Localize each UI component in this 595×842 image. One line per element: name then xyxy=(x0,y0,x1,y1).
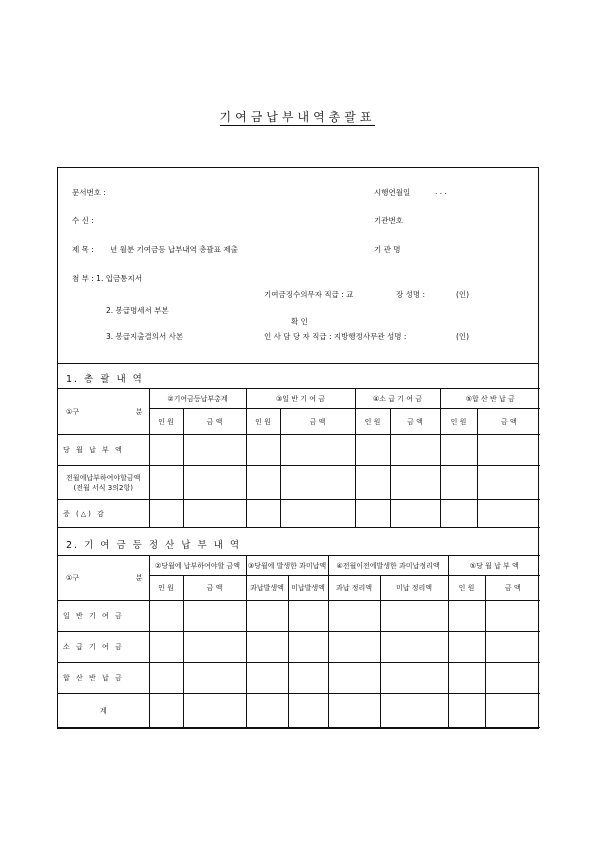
input-cell[interactable] xyxy=(246,601,288,632)
input-cell[interactable] xyxy=(380,632,448,663)
input-cell[interactable] xyxy=(380,694,448,728)
category-header: ①구 분 xyxy=(58,556,149,601)
input-cell[interactable] xyxy=(183,694,246,728)
input-cell[interactable] xyxy=(280,500,355,528)
attachment-2: 2. 봉급명세서 부본 xyxy=(106,306,169,315)
collector-name-label: 장 성명 : xyxy=(396,290,426,299)
row-label: 증 (△) 감 xyxy=(58,500,149,528)
input-cell[interactable] xyxy=(183,466,246,500)
input-cell[interactable] xyxy=(380,601,448,632)
officer-label: 인 사 담 당 자 직급 : 지방행정사무관 성명 : xyxy=(264,332,407,341)
input-cell[interactable] xyxy=(149,500,183,528)
recipient-label: 수 신 : xyxy=(72,216,94,225)
input-cell[interactable] xyxy=(328,663,380,694)
subheader-people: 인 원 xyxy=(149,409,183,435)
subheader-overpaid: 과납발생액 xyxy=(246,576,288,601)
input-cell[interactable] xyxy=(477,466,540,500)
attachment-3: 3. 봉급지출결의서 사본 xyxy=(106,332,184,341)
row-label: 소 급 기 여 금 xyxy=(58,632,149,663)
table-row xyxy=(58,632,540,663)
input-cell[interactable] xyxy=(288,601,328,632)
subheader-overpaid-settled: 과납 정리액 xyxy=(328,576,380,601)
input-cell[interactable] xyxy=(149,632,183,663)
subheader-people: 인 원 xyxy=(440,409,477,435)
input-cell[interactable] xyxy=(246,466,280,500)
subheader-people: 인 원 xyxy=(246,409,280,435)
summary-table xyxy=(58,388,540,528)
agency-name-label: 기 관 명 xyxy=(374,245,401,254)
category-header: ①구 분 xyxy=(58,389,149,435)
table-row xyxy=(58,601,540,632)
col-group-retroactive: ④소 급 기 여 금 xyxy=(355,389,440,409)
subheader-amount: 금 액 xyxy=(485,576,540,601)
input-cell[interactable] xyxy=(485,601,540,632)
input-cell[interactable] xyxy=(390,435,440,466)
date-dots: . . . xyxy=(435,187,447,196)
row-label-line2: (전월 서식 3의2항) xyxy=(73,483,133,492)
input-cell[interactable] xyxy=(390,500,440,528)
input-cell[interactable] xyxy=(246,694,288,728)
subheader-underpaid: 미납발생액 xyxy=(288,576,328,601)
col-group-due: ②당월에 납부하여야할 금액 xyxy=(149,556,246,576)
row-label-total: 계 xyxy=(58,694,149,728)
input-cell[interactable] xyxy=(355,500,390,528)
input-cell[interactable] xyxy=(246,435,280,466)
input-cell[interactable] xyxy=(183,601,246,632)
col-group-settlement: ④전월이전에발생한 과미납정리액 xyxy=(328,556,448,576)
input-cell[interactable] xyxy=(149,663,183,694)
section2-heading: 2. 기 여 금 등 정 산 납 부 내 역 xyxy=(66,540,242,551)
row-label xyxy=(58,466,149,500)
subheader-amount: 금 액 xyxy=(183,409,246,435)
subheader-people: 인 원 xyxy=(149,576,183,601)
table-row xyxy=(58,663,540,694)
subheader-people: 인 원 xyxy=(448,576,485,601)
subheader-underpaid-settled: 미납 정리액 xyxy=(380,576,448,601)
input-cell[interactable] xyxy=(328,601,380,632)
doc-number-label: 문서번호 : xyxy=(72,188,106,197)
subject-label: 제 목 : xyxy=(72,245,94,254)
section-divider xyxy=(58,363,538,364)
subject-text: 년 월분 기여금등 납부내역 총괄표 제출 xyxy=(110,245,238,254)
input-cell[interactable] xyxy=(485,663,540,694)
table-row xyxy=(58,500,540,528)
col-group-combined: ⑤합 산 반 납 금 xyxy=(440,389,540,409)
subheader-amount: 금 액 xyxy=(390,409,440,435)
input-cell[interactable] xyxy=(328,632,380,663)
row-label: 당 월 납 부 액 xyxy=(58,435,149,466)
date-label: 시행연월일 xyxy=(374,188,411,197)
input-cell[interactable] xyxy=(246,632,288,663)
report-form xyxy=(57,167,539,729)
input-cell[interactable] xyxy=(183,632,246,663)
input-cell[interactable] xyxy=(246,500,280,528)
col-group-general: ③일 반 기 여 금 xyxy=(246,389,355,409)
input-cell[interactable] xyxy=(448,694,485,728)
input-cell[interactable] xyxy=(440,435,477,466)
col-group-total: ②기여금등납부총계 xyxy=(149,389,246,409)
agency-number-label: 기관번호 xyxy=(374,216,403,225)
settlement-table xyxy=(58,555,540,728)
input-cell[interactable] xyxy=(485,694,540,728)
input-cell[interactable] xyxy=(477,435,540,466)
input-cell[interactable] xyxy=(448,663,485,694)
input-cell[interactable] xyxy=(288,632,328,663)
input-cell[interactable] xyxy=(149,466,183,500)
input-cell[interactable] xyxy=(183,663,246,694)
input-cell[interactable] xyxy=(485,632,540,663)
input-cell[interactable] xyxy=(149,435,183,466)
row-label: 합 산 반 납 금 xyxy=(58,663,149,694)
input-cell[interactable] xyxy=(448,632,485,663)
collector-label: 기여금징수의무자 직급 : 교 xyxy=(264,290,354,299)
input-cell[interactable] xyxy=(448,601,485,632)
subheader-amount: 금 액 xyxy=(280,409,355,435)
table-row xyxy=(58,435,540,466)
input-cell[interactable] xyxy=(288,694,328,728)
col-group-over-under: ③당월에 발생한 과미납액 xyxy=(246,556,328,576)
input-cell[interactable] xyxy=(380,663,448,694)
input-cell[interactable] xyxy=(149,694,183,728)
seal-mark-2: (인) xyxy=(456,332,470,341)
input-cell[interactable] xyxy=(288,663,328,694)
col-group-paid: ⑤당 월 납 부 액 xyxy=(448,556,540,576)
input-cell[interactable] xyxy=(246,663,288,694)
attachment-1: 첨 부 : 1. 입금통지서 xyxy=(72,274,142,283)
confirm-label: 확 인 xyxy=(291,317,308,326)
input-cell[interactable] xyxy=(440,466,477,500)
input-cell[interactable] xyxy=(183,435,246,466)
seal-mark-1: (인) xyxy=(456,290,470,299)
input-cell[interactable] xyxy=(390,466,440,500)
row-label: 일 반 기 여 금 xyxy=(58,601,149,632)
subheader-amount: 금 액 xyxy=(477,409,540,435)
input-cell[interactable] xyxy=(355,466,390,500)
input-cell[interactable] xyxy=(280,466,355,500)
row-label-line1: 전월에납부하여야할금액 xyxy=(66,473,141,482)
input-cell[interactable] xyxy=(477,500,540,528)
input-cell[interactable] xyxy=(149,601,183,632)
subheader-people: 인 원 xyxy=(355,409,390,435)
subheader-amount: 금 액 xyxy=(183,576,246,601)
input-cell[interactable] xyxy=(440,500,477,528)
table-row xyxy=(58,466,540,500)
input-cell[interactable] xyxy=(328,694,380,728)
input-cell[interactable] xyxy=(355,435,390,466)
input-cell[interactable] xyxy=(280,435,355,466)
input-cell[interactable] xyxy=(183,500,246,528)
page-title: 기여금납부내역총괄표 xyxy=(219,110,376,124)
table-row xyxy=(58,694,540,728)
section1-heading: 1. 총 괄 내 역 xyxy=(66,374,144,385)
